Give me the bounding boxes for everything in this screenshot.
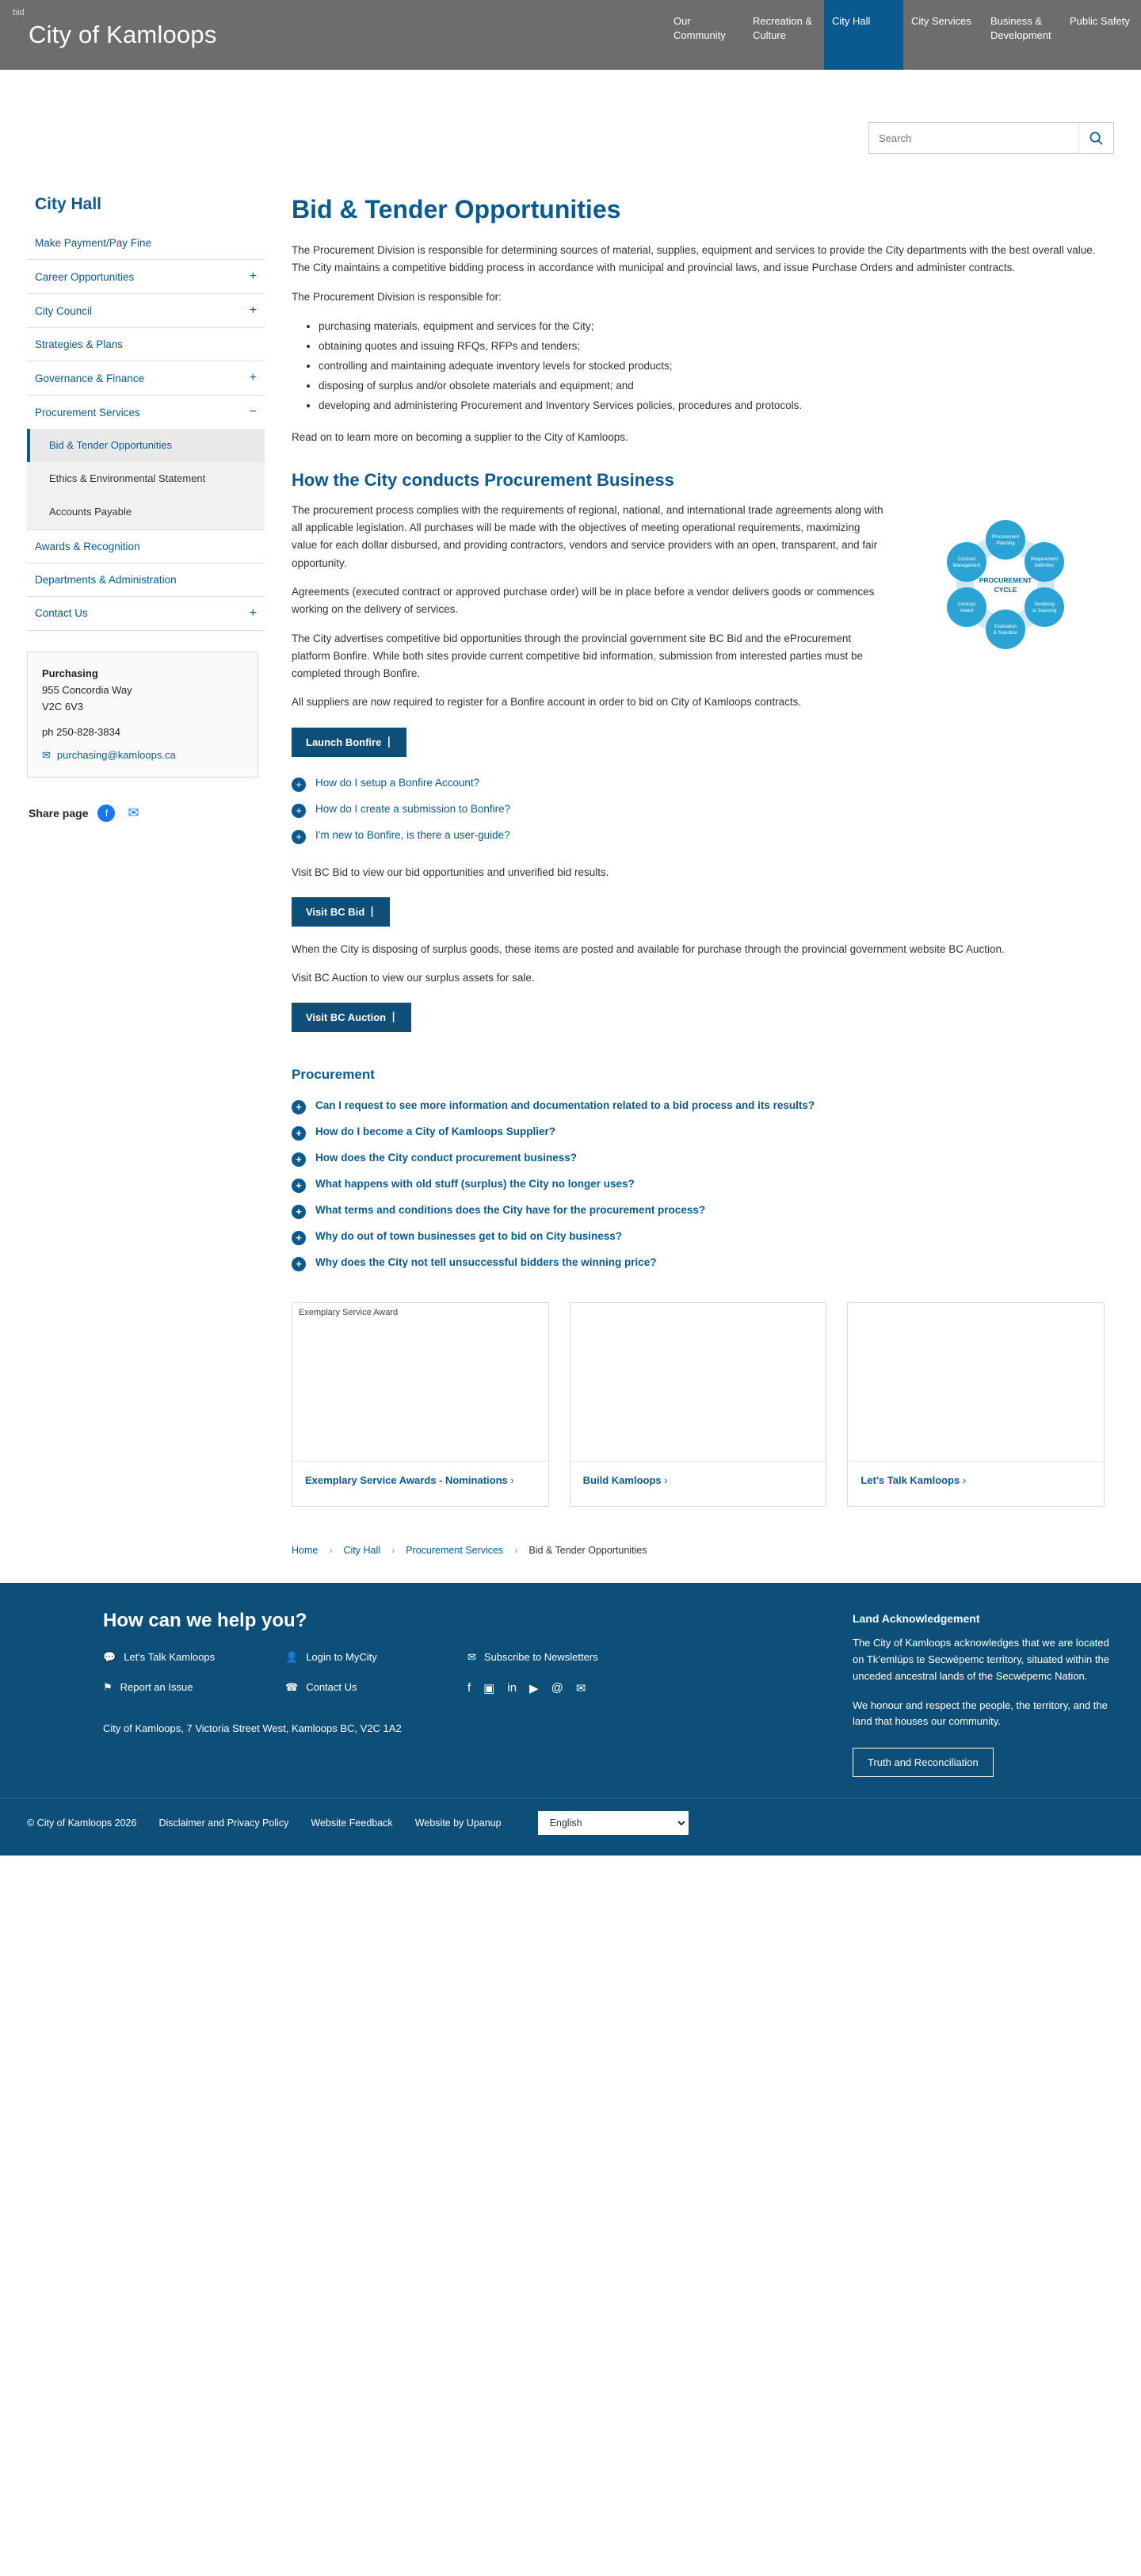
footer-link-website-by-upanup[interactable]: Website by Upanup [414,1817,502,1829]
sidebar-title: City Hall [35,195,102,213]
accordion-become-supplier[interactable] [292,1120,1105,1146]
list-item: • developing and administering Procurement and Inventory Services policies, procedures and protocols. [319,396,1105,416]
launch-bonfire-label: Launch Bonfire [306,736,382,748]
svg-text:Definition: Definition [1034,563,1055,568]
brand-title: City of Kamloops [29,21,217,48]
expand-plus-icon: + [249,269,257,283]
top-navigation-bar [0,0,1141,70]
accordion-surplus-stuff[interactable] [292,1172,1105,1198]
promo-card-image [848,1303,1104,1462]
promo-card-exemplary-service[interactable] [292,1302,549,1507]
youtube-icon[interactable]: ▶ [529,1681,539,1695]
accordion-label: Why does the City not tell unsuccessful bidders the winning price? [315,1256,657,1269]
section-title-procurement-business: How the City conducts Procurement Business [292,469,674,490]
chevron-right-icon: › [962,1474,967,1487]
footer-link-label: Contact Us [306,1681,357,1694]
svg-text:or Sourcing: or Sourcing [1032,608,1057,613]
page-title: Bid & Tender Opportunities [292,195,621,224]
plus-icon: + [292,1179,306,1193]
svg-text:Management: Management [952,563,981,568]
sidebar-item-label: Strategies & Plans [35,338,124,350]
visit-bc-auction-label: Visit BC Auction [306,1011,387,1024]
accordion-out-of-town-bidders[interactable] [292,1225,1105,1251]
procurement-cycle-diagram [906,505,1105,667]
intro-paragraph-2: The Procurement Division is responsible for: [292,290,502,303]
flag-icon: ⚑ [103,1680,113,1693]
breadcrumb-separator: › [514,1544,518,1556]
threads-icon[interactable]: @ [551,1681,563,1695]
envelope-icon: ✉ [467,1650,476,1663]
accordion-conduct-procurement[interactable] [292,1146,1105,1172]
external-link-icon: ⎢ [387,737,392,747]
breadcrumb-item-home[interactable]: Home [292,1544,319,1556]
footer-bottom-bar [0,1798,1141,1856]
body-paragraph-2: Agreements (executed contract or approved purchase order) will be in place before a vendor delivers goods or commences working on the delivery of services. [292,585,875,616]
svg-text:Requirement: Requirement [1030,556,1059,562]
instagram-icon[interactable]: ▣ [483,1681,495,1695]
contact-address-line2: V2C 6V3 [42,701,84,713]
land-acknowledgement [853,1610,1114,1777]
list-item: • purchasing materials, equipment and services for the City; [319,317,1105,337]
accordion-bonfire-userguide[interactable] [292,824,1105,850]
linkedin-icon[interactable]: in [507,1681,517,1695]
share-page-label: Share page [29,806,89,820]
plus-icon: + [292,1205,306,1219]
footer-link-label: Subscribe to Newsletters [483,1651,598,1664]
footer-link-disclaimer-privacy[interactable]: Disclaimer and Privacy Policy [158,1817,289,1829]
sidebar-item-career-opportunities[interactable] [27,260,265,294]
accordion-bid-process-info[interactable] [292,1094,1105,1120]
breadcrumb-separator: › [391,1544,395,1556]
accordion-bonfire-submission[interactable] [292,797,1105,824]
sidebar-item-strategies-plans[interactable] [27,328,265,361]
footer-address: City of Kamloops, 7 Victoria Street West, Kamloops BC, V2C 1A2 [103,1722,402,1734]
truth-and-reconciliation-button[interactable]: Truth and Reconciliation [853,1748,994,1777]
accordion-label: What happens with old stuff (surplus) the City no longer uses? [315,1178,635,1191]
promo-card-image [570,1303,826,1462]
footer-help-section [27,1610,837,1777]
bonfire-faq-list [292,771,1105,850]
plus-icon: + [292,1100,306,1114]
external-link-icon: ⎢ [392,1013,397,1023]
search-box [868,122,1114,154]
chevron-right-icon: › [664,1474,668,1487]
chevron-right-icon: › [510,1474,514,1487]
footer-link-label: Report an Issue [120,1681,193,1694]
primary-nav-items [666,0,1141,70]
visit-bc-auction-button[interactable] [292,1003,411,1032]
land-acknowledgement-paragraph-1: The City of Kamloops acknowledges that we are located on Tk’emlúps te Secwépemc territory, situated within the unceded ancestral lands of the Secwépemc Nation. [853,1637,1109,1682]
intro-paragraph-1: The Procurement Division is responsible for determining sources of material, supplies, equipment and services to provide the City departments with the best overall value. The City maintains a competitive bidding process in accordance with municipal and provincial laws, and issue Purchase Orders and administer contracts. [292,244,1096,274]
breadcrumb-item-city-hall[interactable]: City Hall [343,1544,381,1556]
procurement-cycle-icon [906,505,1105,663]
plus-icon: + [292,1257,306,1271]
copyright-text: © City of Kamloops 2026 [27,1817,137,1829]
sidebar-item-label: Awards & Recognition [35,540,140,552]
svg-text:Contract: Contract [957,602,976,607]
plus-icon: + [292,830,306,844]
footer-heading: How can we help you? [103,1609,307,1631]
sidebar-subitem-bid-tender[interactable]: Bid & Tender Opportunities [27,429,265,462]
facebook-icon[interactable]: f [97,805,115,822]
contact-address-line1: 955 Concordia Way [42,684,132,696]
sidebar-item-label: Make Payment/Pay Fine [35,237,152,249]
accordion-terms-conditions[interactable] [292,1198,1105,1225]
sidebar-item-city-council[interactable] [27,294,265,328]
phone-icon: ☎ [285,1680,299,1693]
accordion-label: What terms and conditions does the City have for the procurement process? [315,1204,706,1217]
land-acknowledgement-paragraph-2: We honour and respect the people, the territory, and the land that houses our community. [853,1699,1108,1728]
collapse-minus-icon: − [249,405,257,419]
bluesky-icon[interactable]: ✉ [575,1681,586,1695]
nav-item-city-hall[interactable]: City Hall [824,0,903,70]
accordion-label: How do I create a submission to Bonfire? [315,802,511,815]
sidebar-item-awards-recognition[interactable] [27,530,265,564]
body-paragraph-4: All suppliers are now required to register for a Bonfire account in order to bid on City of Kamloops contracts. [292,696,802,709]
svg-text:PROCUREMENT: PROCUREMENT [979,575,1032,584]
facebook-icon[interactable]: f [467,1681,471,1695]
svg-text:Tendering: Tendering [1033,602,1055,607]
nav-item-business-development[interactable]: Business & Development [990,15,1051,41]
footer-link-label: Login to MyCity [306,1651,377,1664]
responsibilities-list [292,317,1105,416]
breadcrumb-item-current: Bid & Tender Opportunities [529,1544,647,1556]
accordion-label: I'm new to Bonfire, is there a user-guide? [315,828,510,841]
nav-item-recreation-culture[interactable]: Recreation & Culture [753,15,813,41]
footer-social-icons [467,1681,689,1695]
svg-text:Evaluation: Evaluation [994,624,1017,629]
promo-card-build-kamloops[interactable] [570,1302,827,1507]
footer-link-subscribe-newsletters[interactable] [467,1651,689,1664]
main-content [280,178,1105,1583]
promo-card-caption [848,1462,1104,1506]
visit-bc-bid-button[interactable] [292,897,390,927]
expand-plus-icon: + [249,304,257,317]
content-area [0,178,1141,1583]
intro-paragraph-3: Read on to learn more on becoming a supplier to the City of Kamloops. [292,430,628,443]
breadcrumb-separator: › [329,1544,333,1556]
footer-link-report-an-issue[interactable] [103,1681,285,1694]
body-paragraph-6: When the City is disposing of surplus goods, these items are posted and available for purchase through the provincial government website BC Auction. [292,942,1005,955]
svg-text:Planning: Planning [996,541,1015,546]
sidebar-subnav [27,429,265,530]
svg-text:Award: Award [960,608,974,613]
accordion-label: How do I setup a Bonfire Account? [315,776,480,789]
envelope-icon: ✉ [42,749,51,762]
sidebar-item-label: Career Opportunities [35,270,135,283]
footer [0,1583,1141,1798]
promo-card-caption-text: Let's Talk Kamloops [861,1474,960,1487]
body-paragraph-1: The procurement process complies with the requirements of regional, national, and international trade agreements along with all applicable legislation. All purchases will be made with the objectives of meeting operational requirements, maximizing value for each dollar disbursed, and providing contractors, vendors and service providers with an open, transparent, and fair opportunity. [292,503,883,569]
plus-icon: + [292,1152,306,1167]
promo-cards [292,1302,1105,1507]
footer-link-label: Let's Talk Kamloops [124,1651,216,1664]
sidebar-item-label: Contact Us [35,607,88,620]
promo-card-caption [292,1462,548,1506]
search-input[interactable] [869,123,1078,153]
launch-bonfire-button[interactable] [292,728,406,757]
site-logo-alt-text: bid [13,8,25,17]
body-paragraph-3: The City advertises competitive bid opportunities through the provincial government site BC Bid and the eProcurement platform Bonfire. While both sites provide current competitive bid information, submission from interested parties must be completed through Bonfire. [292,632,864,680]
promo-card-caption-text: Build Kamloops [582,1474,662,1487]
promo-card-lets-talk-kamloops[interactable] [847,1302,1105,1507]
plus-icon: + [292,778,306,792]
accordion-winning-price[interactable] [292,1251,1105,1277]
search-submit-button[interactable] [1078,123,1113,153]
chat-icon: 💬 [103,1650,116,1663]
visit-bc-bid-label: Visit BC Bid [306,905,365,918]
external-link-icon: ⎢ [371,907,376,917]
procurement-faq-list [292,1094,1105,1277]
plus-icon: + [292,1126,306,1141]
svg-text:CYCLE: CYCLE [994,585,1017,594]
list-item: • obtaining quotes and issuing RFQs, RFPs and tenders; [319,337,1105,357]
contact-phone: ph 250-828-3834 [42,725,121,738]
plus-icon: + [292,1231,306,1245]
nav-item-public-safety[interactable]: Public Safety [1070,15,1130,27]
user-icon: 👤 [285,1650,299,1663]
promo-card-image: Exemplary Service Award [292,1303,548,1462]
contact-email-link[interactable]: purchasing@kamloops.ca [56,749,176,762]
sidebar-item-procurement-services[interactable] [27,396,265,429]
accordion-bonfire-setup[interactable] [292,771,1105,797]
search-icon [1089,131,1104,146]
sidebar [27,178,280,822]
accordion-label: How does the City conduct procurement business? [315,1152,578,1164]
expand-plus-icon: + [249,371,257,384]
breadcrumb [292,1531,1105,1583]
footer-links-grid [103,1651,837,1711]
purchasing-contact-card [27,652,258,778]
bluesky-icon[interactable]: ✉ [124,805,142,822]
language-selector[interactable] [538,1811,689,1835]
brand-home-link[interactable] [0,0,217,70]
list-item: • controlling and maintaining adequate inventory levels for stocked products; [319,357,1105,376]
sidebar-subitem-ethics-environmental[interactable]: Ethics & Environmental Statement [49,472,206,485]
sidebar-item-make-payment[interactable] [27,227,265,260]
procurement-faq-heading: Procurement [292,1067,375,1083]
svg-text:Contract: Contract [957,556,976,562]
breadcrumb-item-procurement-services[interactable]: Procurement Services [406,1544,504,1556]
body-paragraph-5: Visit BC Bid to view our bid opportunities and unverified bid results. [292,866,609,878]
plus-icon: + [292,804,306,818]
accordion-label: Why do out of town businesses get to bid on City business? [315,1230,623,1243]
sidebar-item-label: Departments & Administration [35,573,177,586]
land-acknowledgement-title: Land Acknowledgement [853,1611,980,1625]
footer-link-login-mycity[interactable] [285,1651,467,1664]
list-item: • disposing of surplus and/or obsolete materials and equipment; and [319,376,1105,396]
contact-title: Purchasing [42,667,98,679]
sidebar-item-governance-finance[interactable] [27,361,265,396]
body-paragraph-7: Visit BC Auction to view our surplus assets for sale. [292,972,535,984]
footer-link-contact-us[interactable] [285,1681,467,1694]
accordion-label: How do I become a City of Kamloops Supplier? [315,1126,556,1138]
sidebar-item-departments-administration[interactable] [27,564,265,597]
sidebar-item-label: Governance & Finance [35,372,145,384]
sidebar-item-contact-us[interactable] [27,597,265,631]
svg-text:Procurement: Procurement [991,534,1020,540]
search-region [0,70,1141,178]
share-page-widget [29,805,265,822]
sidebar-item-label: Procurement Services [35,406,140,419]
promo-card-caption-text: Exemplary Service Awards - Nominations [305,1474,508,1487]
footer-link-lets-talk-kamloops[interactable] [103,1651,285,1664]
sidebar-subitem-accounts-payable[interactable]: Accounts Payable [49,506,132,518]
svg-text:& Selection: & Selection [993,630,1018,636]
footer-link-website-feedback[interactable]: Website Feedback [311,1817,393,1829]
nav-item-city-services[interactable]: City Services [911,15,971,27]
nav-item-our-community[interactable]: Our Community [674,15,726,41]
accordion-label: Can I request to see more information and documentation related to a bid process and its results? [315,1099,815,1112]
expand-plus-icon: + [249,606,257,620]
promo-card-caption [570,1462,826,1506]
sidebar-item-label: City Council [35,304,93,317]
